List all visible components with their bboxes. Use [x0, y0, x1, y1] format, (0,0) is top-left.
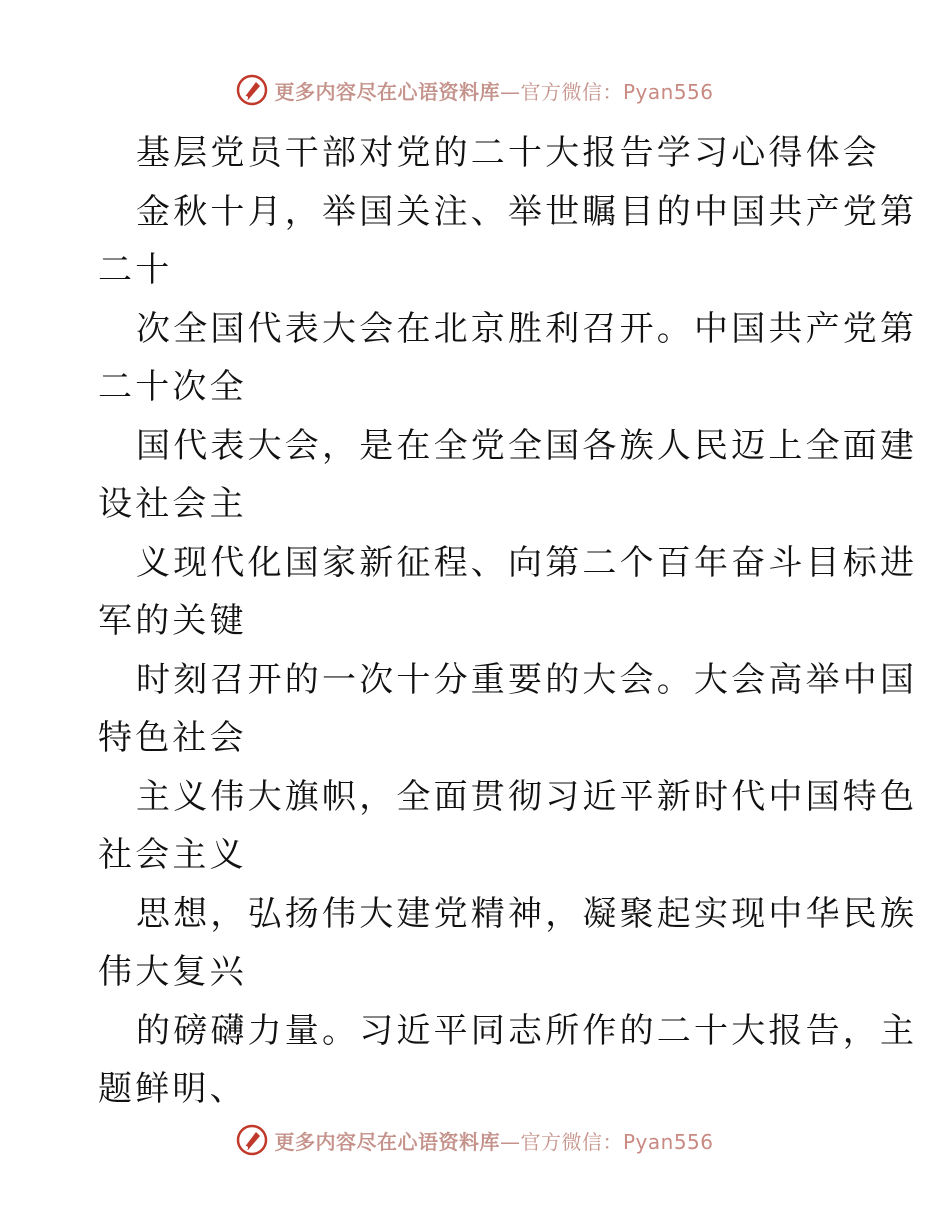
text-line: 特色社会 [98, 718, 247, 758]
text-line: 时刻召开的一次十分重要的大会。大会高举中国 [136, 659, 918, 700]
text-line: 伟大复兴 [98, 952, 247, 992]
text-line: 思想，弘扬伟大建党精神，凝聚起实现中华民族 [136, 893, 918, 934]
text-line: 二十次全 [98, 367, 247, 407]
watermark-label: 官方微信： [520, 79, 623, 104]
page-footer [0, 1120, 950, 1160]
text-line: 义现代化国家新征程、向第二个百年奋斗目标进 [136, 542, 918, 583]
text-line: 社会主义 [98, 835, 247, 875]
footer-watermark [236, 1124, 713, 1156]
watermark-text [274, 1126, 713, 1155]
watermark-separator: — [499, 79, 521, 104]
text-line: 的磅礴力量。习近平同志所作的二十大报告，主 [136, 1010, 918, 1051]
text-line: 国代表大会，是在全党全国各族人民迈上全面建 [136, 425, 918, 466]
header-watermark [236, 74, 713, 106]
watermark-id: Pyan556 [622, 1129, 714, 1154]
text-line: 设社会主 [98, 484, 247, 524]
document-body [98, 124, 918, 1119]
watermark-text [274, 76, 713, 105]
watermark-label: 官方微信： [520, 1129, 623, 1154]
watermark-main: 更多内容尽在心语资料库 [274, 79, 500, 104]
page-header [0, 70, 950, 110]
text-line: 金秋十月，举国关注、举世瞩目的中国共产党第 [136, 191, 918, 232]
text-line: 次全国代表大会在北京胜利召开。中国共产党第 [136, 308, 918, 349]
text-line: 二十 [98, 250, 173, 290]
watermark-id: Pyan556 [622, 79, 714, 104]
watermark-main: 更多内容尽在心语资料库 [274, 1129, 500, 1154]
pen-logo-icon [236, 74, 268, 106]
watermark-separator: — [499, 1129, 521, 1154]
text-line: 主义伟大旗帜，全面贯彻习近平新时代中国特色 [136, 776, 918, 817]
pen-logo-icon [236, 1124, 268, 1156]
text-line: 基层党员干部对党的二十大报告学习心得体会 [136, 133, 880, 173]
text-line: 题鲜明、 [98, 1069, 247, 1109]
text-line: 军的关键 [98, 601, 247, 641]
